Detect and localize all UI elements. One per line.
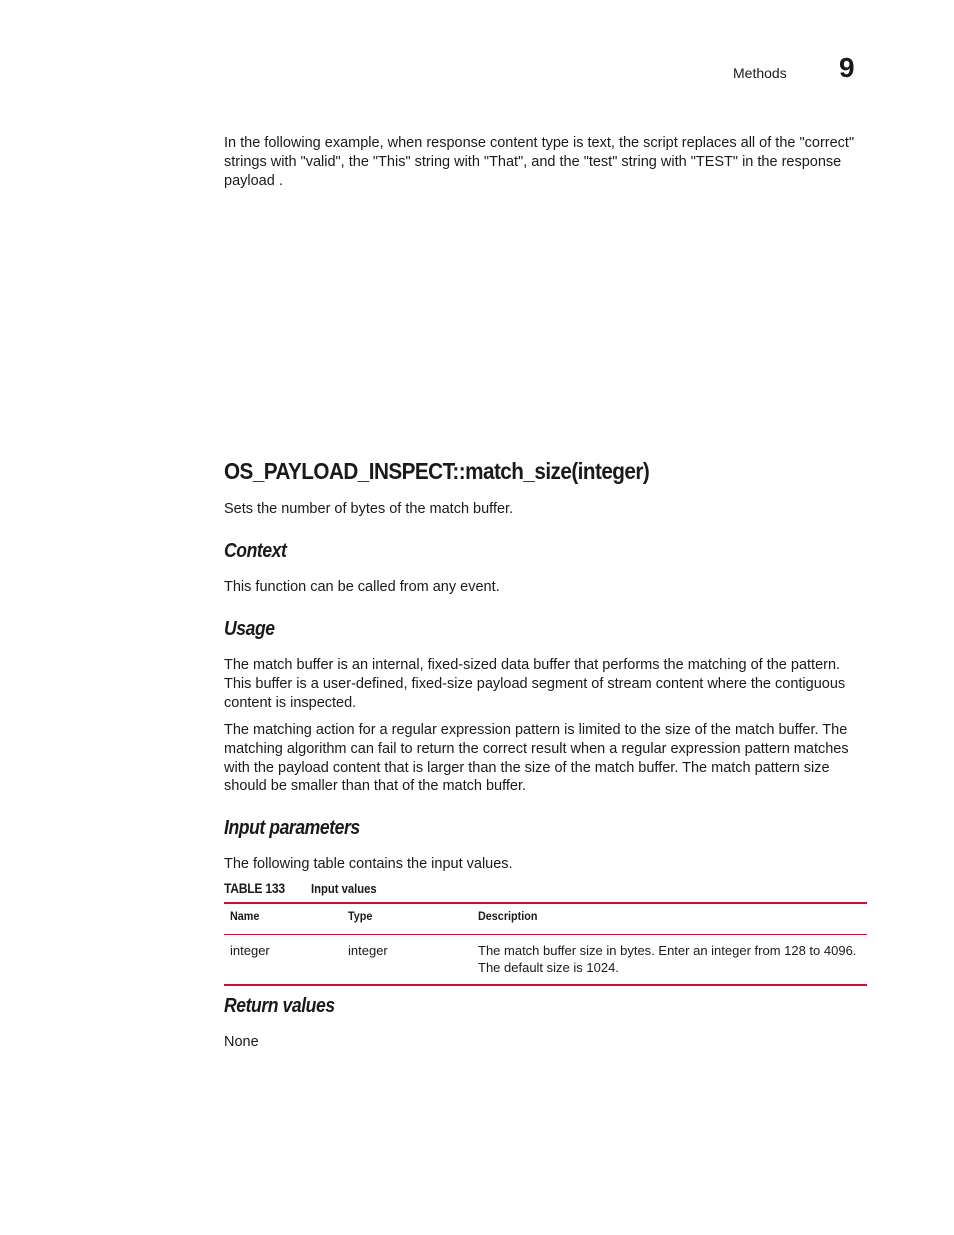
usage-heading: Usage	[224, 618, 275, 640]
running-header-section: Methods	[733, 65, 787, 81]
context-heading: Context	[224, 540, 287, 562]
chapter-number: 9	[839, 52, 855, 83]
cell-description: The match buffer size in bytes. Enter an integer from 128 to 4096. The default size is 1024.	[472, 935, 867, 986]
usage-paragraph-1: The match buffer is an internal, fixed-sized data buffer that performs the matching of the pattern. This buffer is a user-defined, fixed-size payload segment of stream content where the contiguous content is inspected.	[224, 657, 846, 711]
table-row	[224, 935, 867, 986]
return-values-heading: Return values	[224, 995, 335, 1017]
context-text: This function can be called from any event.	[224, 579, 500, 595]
input-parameters-heading: Input parameters	[224, 817, 360, 839]
method-title: OS_PAYLOAD_INSPECT::match_size(integer)	[224, 458, 650, 484]
input-parameters-text: The following table contains the input values.	[224, 856, 513, 872]
column-header-type: Type	[342, 903, 472, 935]
table-title: Input values	[311, 882, 377, 896]
cell-name: integer	[224, 935, 342, 986]
table-label: TABLE 133	[224, 881, 285, 896]
method-summary: Sets the number of bytes of the match buffer.	[224, 501, 514, 517]
table-header-row	[224, 903, 867, 935]
input-values-table	[224, 902, 867, 986]
usage-paragraph-2: The matching action for a regular expression pattern is limited to the size of the match buffer. The matching algorithm can fail to return the correct result when a regular expression pattern matches with the payload content that is larger than the size of the match buffer. The match pattern size should be smaller than that of the match buffer.	[224, 722, 849, 795]
cell-type: integer	[342, 935, 472, 986]
intro-paragraph: In the following example, when response content type is text, the script replaces all of the "correct" strings with "valid", the "This" string with "That", and the "test" string with "TEST" in the response payload .	[224, 135, 855, 189]
return-values-text: None	[224, 1034, 259, 1050]
table-caption	[224, 881, 377, 896]
column-header-name: Name	[224, 903, 342, 935]
column-header-description: Description	[472, 903, 867, 935]
